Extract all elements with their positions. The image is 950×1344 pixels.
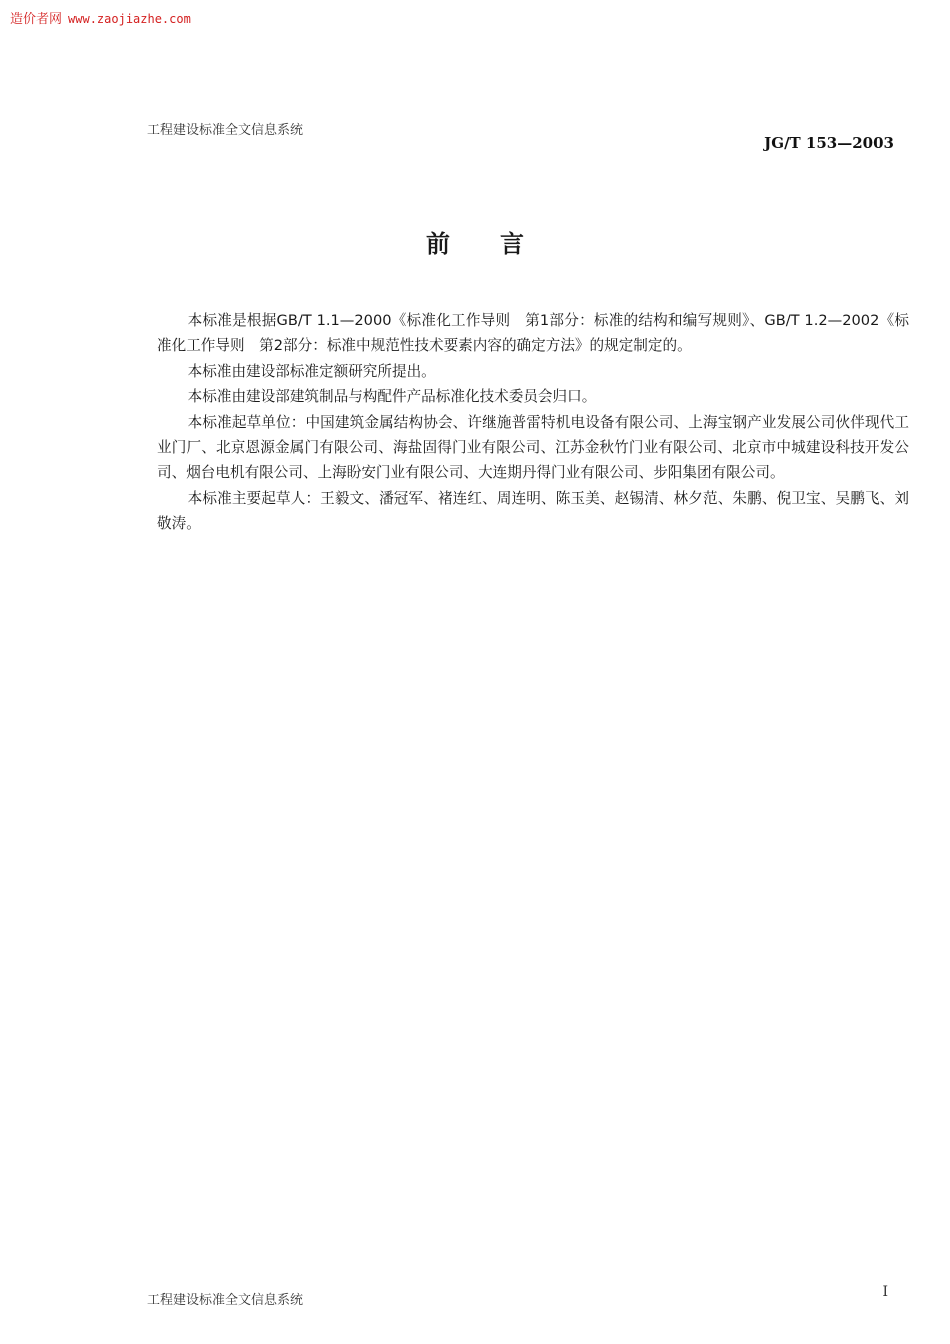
watermark-site-name: 造价者网 <box>10 12 63 27</box>
page-number: I <box>882 1284 888 1300</box>
header-system-name: 工程建设标准全文信息系统 <box>147 123 304 138</box>
paragraph-drafting-units: 本标准起草单位：中国建筑金属结构协会、许继施普雷特机电设备有限公司、上海宝钢产业发展公司伙伴现代工业门厂、北京恩源金属门有限公司、海盐固得门业有限公司、江苏金秋竹门业有限公司、北京市中城建设科技开发公司、烟台电机有限公司、上海盼安门业有限公司、大连期丹得门业有限公司、步阳集团有限公司。 <box>157 413 909 482</box>
paragraph-basis: 本标准是根据GB/T 1.1—2000《标准化工作导则 第1部分：标准的结构和编写规则》、GB/T 1.2—2002《标准化工作导则 第2部分：标准中规范性技术要素内容的确定方法》的规定制定的。 <box>157 312 909 355</box>
watermark <box>10 8 191 27</box>
document-body <box>157 308 909 537</box>
standard-code: JG/T 153—2003 <box>764 134 894 152</box>
footer-system-name: 工程建设标准全文信息系统 <box>147 1293 304 1308</box>
paragraph-centralized: 本标准由建设部建筑制品与构配件产品标准化技术委员会归口。 <box>187 388 597 406</box>
watermark-url[interactable]: www.zaojiazhe.com <box>68 12 191 26</box>
paragraph-drafters: 本标准主要起草人：王毅文、潘冠军、褚连红、周连明、陈玉美、赵锡清、林夕范、朱鹏、倪卫宝、吴鹏飞、刘敬涛。 <box>157 489 909 533</box>
paragraph-proposer: 本标准由建设部标准定额研究所提出。 <box>187 362 436 380</box>
page-title: 前言 <box>426 230 574 258</box>
